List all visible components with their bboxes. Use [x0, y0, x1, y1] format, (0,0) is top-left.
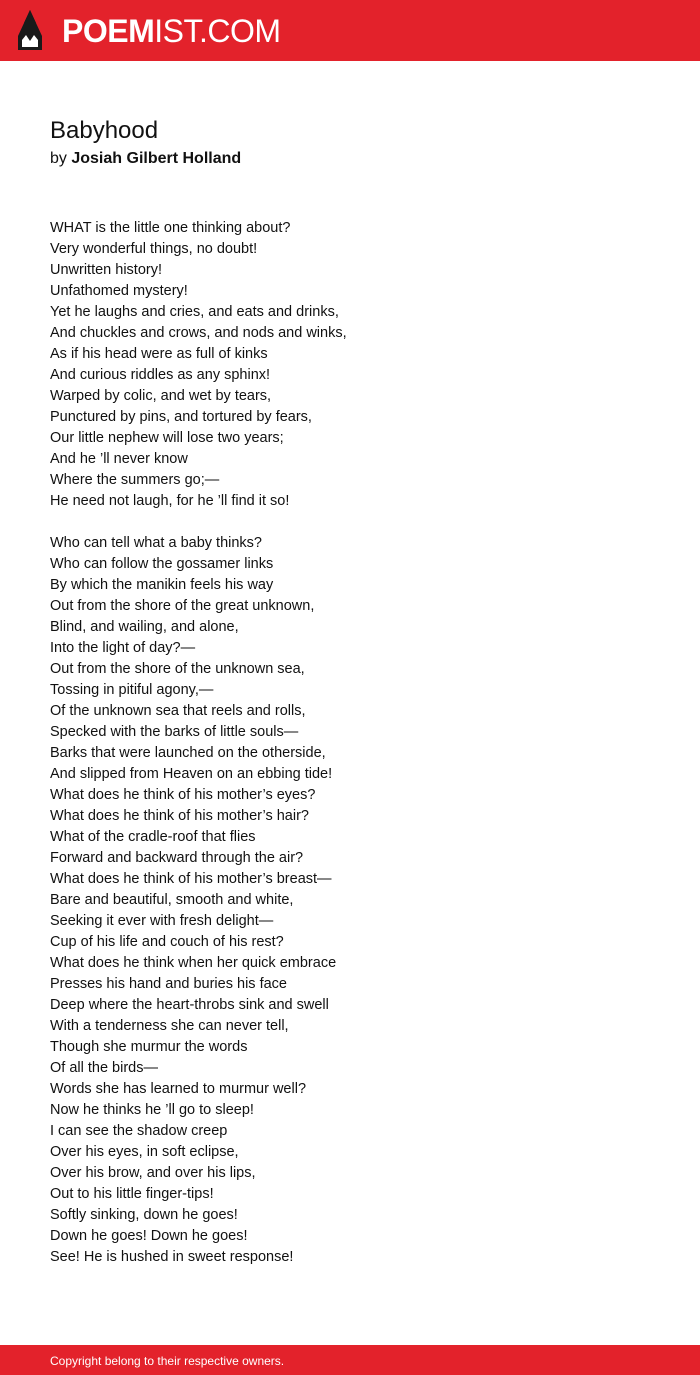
poem-stanza: [50, 218, 650, 512]
poem-line: As if his head were as full of kinks: [50, 346, 268, 362]
poem-line: Where the summers go;—: [50, 472, 220, 488]
poem-line: What does he think of his mother’s eyes?: [50, 787, 316, 803]
poem-line: Seeking it ever with fresh delight—: [50, 913, 274, 929]
poem-line: What does he think when her quick embrace: [50, 955, 337, 971]
poem-line: Who can tell what a baby thinks?: [50, 535, 262, 551]
byline: [50, 148, 241, 170]
site-header: [0, 0, 700, 61]
poem-line: Into the light of day?—: [50, 640, 196, 656]
poem-line: Specked with the barks of little souls—: [50, 724, 299, 740]
brand-light: IST.COM: [154, 13, 281, 49]
poem-line: Very wonderful things, no doubt!: [50, 241, 258, 257]
poem-line: Words she has learned to murmur well?: [50, 1081, 307, 1097]
poem-line: Bare and beautiful, smooth and white,: [50, 892, 294, 908]
poem-body: [50, 218, 650, 1289]
poem-line: What does he think of his mother’s hair?: [50, 808, 309, 824]
poem-line: Down he goes! Down he goes!: [50, 1228, 248, 1244]
poem-line: What of the cradle-roof that flies: [50, 829, 256, 845]
pencil-icon[interactable]: [18, 10, 42, 52]
poem-line: Blind, and wailing, and alone,: [50, 619, 239, 635]
poem-line: Warped by colic, and wet by tears,: [50, 388, 272, 404]
poem-line: With a tenderness she can never tell,: [50, 1018, 289, 1034]
poem-line: Deep where the heart-throbs sink and swell: [50, 997, 329, 1013]
poem-line: What does he think of his mother’s breast—: [50, 871, 332, 887]
poem-line: Presses his hand and buries his face: [50, 976, 287, 992]
poem-line: He need not laugh, for he ’ll find it so!: [50, 493, 290, 509]
poem-line: And slipped from Heaven on an ebbing tide!: [50, 766, 333, 782]
poem-line: Cup of his life and couch of his rest?: [50, 934, 284, 950]
poem-line: Out from the shore of the great unknown,: [50, 598, 315, 614]
poem-line: Out to his little finger-tips!: [50, 1186, 214, 1202]
poem-line: Barks that were launched on the otherside,: [50, 745, 326, 761]
poem-line: Of the unknown sea that reels and rolls,: [50, 703, 306, 719]
poem-line: Though she murmur the words: [50, 1039, 248, 1055]
poem-title: Babyhood: [50, 117, 159, 144]
poem-line: And chuckles and crows, and nods and winks,: [50, 325, 347, 341]
poem-line: Over his eyes, in soft eclipse,: [50, 1144, 239, 1160]
site-logo[interactable]: [62, 13, 281, 49]
copyright-text: Copyright belong to their respective owners.: [50, 1354, 285, 1368]
poem-line: And he ’ll never know: [50, 451, 188, 467]
poem-line: And curious riddles as any sphinx!: [50, 367, 271, 383]
poem-line: Yet he laughs and cries, and eats and drinks,: [50, 304, 339, 320]
poem-line: See! He is hushed in sweet response!: [50, 1249, 294, 1265]
poem-line: Out from the shore of the unknown sea,: [50, 661, 305, 677]
poem-stanza: [50, 533, 650, 1268]
poem-line: Unwritten history!: [50, 262, 163, 278]
poem-line: Over his brow, and over his lips,: [50, 1165, 256, 1181]
poem-line: Softly sinking, down he goes!: [50, 1207, 238, 1223]
by-label: by: [50, 150, 67, 167]
poem-line: Our little nephew will lose two years;: [50, 430, 284, 446]
poem-line: Forward and backward through the air?: [50, 850, 304, 866]
poem-line: Now he thinks he ’ll go to sleep!: [50, 1102, 254, 1118]
brand-strong: POEM: [62, 13, 155, 49]
poem-line: WHAT is the little one thinking about?: [50, 220, 291, 236]
author-name: Josiah Gilbert Holland: [71, 150, 242, 167]
poem-line: Punctured by pins, and tortured by fears,: [50, 409, 312, 425]
poem-line: By which the manikin feels his way: [50, 577, 274, 593]
poem-line: Unfathomed mystery!: [50, 283, 188, 299]
poem-line: Who can follow the gossamer links: [50, 556, 274, 572]
poem-line: I can see the shadow creep: [50, 1123, 228, 1139]
poem-line: Tossing in pitiful agony,—: [50, 682, 214, 698]
site-footer: [0, 1345, 700, 1375]
poem-line: Of all the birds—: [50, 1060, 158, 1076]
